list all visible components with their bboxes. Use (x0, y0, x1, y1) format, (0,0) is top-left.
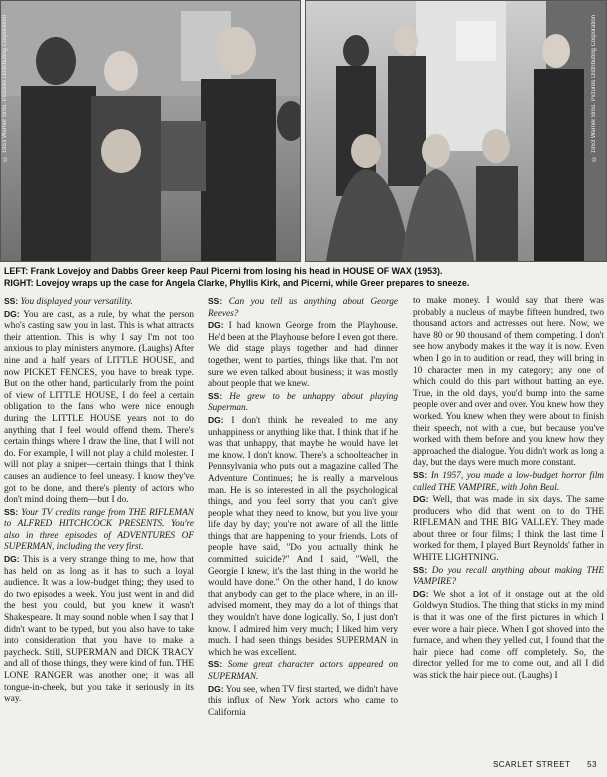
interview-question (413, 470, 604, 494)
paragraph-text: Some great character actors appeared on SUPERMAN. (208, 660, 398, 682)
magazine-name: SCARLET STREET (492, 760, 571, 769)
page-number: 53 (587, 760, 597, 769)
interview-question (208, 391, 398, 415)
speaker-label: SS: (208, 296, 223, 306)
paragraph-text: You see, when TV first started, we didn't have this influx of New York actors who came to California (208, 684, 398, 718)
article-body (4, 296, 604, 758)
paragraph-text: I don't think he revealed to me any unhappiness or anything like that. I think that if he was that unhappy, that maybe he would have let me know. I don't know. There's a schoolteacher in Pennsylvania who puts out a magazine called The Adventure Continues; he is really a marvelous man. He is so interested in all the psychological things, and you feel sorry that you can't give people what they need to know, but you live your life day by day; you're not aware of all the little things that are happening to your friends. Lots of people have said, "Do you actually think he committed suicide?" And I said, "Well, the Georgie I knew, it's the last thing in the world he would have done." On the other hand, I do know that anybody can get to the place where, in an ill-advised moment, they may do a lot of things that they wouldn't have done logically. So, I just don't know. I admired him very much; I liked him very much. I had seen things besides SUPERMAN in which he was excellent. (208, 415, 398, 658)
interview-question (413, 565, 604, 589)
paragraph-text: to make money. I would say that there was probably a nucleus of maybe fifteen hundred, two thousand actors and actresses out here. Now, we have 80 or 90 thousand of them competing. I don't see how anybody makes it the way it is now. Even when I go in to audition or read, they will bring in 10 character men in my category; any one of which could do this part without batting an eye. True, in the old days, you'd bump into the same people over and over and over. You knew how they worked. You knew when they were about to finish their speech, not with a cue, but because you've worked with them before and you knew how they approached the dialogue. You didn't work as long a day, but the days were much more constant. (413, 296, 604, 469)
speaker-label: SS: (4, 296, 19, 306)
speaker-label: SS: (4, 506, 19, 517)
speaker-label: DG: (413, 588, 429, 599)
photo-credit: © 1953 Warner Bros. Pictures Distributing Corporation (2, 15, 8, 161)
article-column-1 (4, 296, 194, 758)
photo-left-image (1, 1, 301, 262)
paragraph-text: Your TV credits range from THE RIFLEMAN to ALFRED HITCHCOCK PRESENTS. You're also in three episodes of ADVENTURES OF SUPERMAN, including the very first. (4, 507, 194, 553)
paragraph-text: Can you tell us anything about George Reeves? (208, 297, 398, 319)
paragraph-text: Well, that was made in six days. The same producers who did that went on to do THE RIFLEMAN and THE BIG VALLEY. They made about three or four films; I think the last time I worked for them, I played Burt Reynolds' father in WHITE LIGHTNING. (413, 495, 604, 564)
photo-credit: © 1953 Warner Bros. Pictures Distributing Corporation (591, 15, 597, 161)
interview-answer (208, 684, 398, 720)
photo-house-of-wax-left (0, 0, 301, 262)
speaker-label: DG: (4, 554, 20, 565)
interview-answer (413, 296, 604, 470)
interview-answer (4, 309, 194, 507)
paragraph-text: This is a very strange thing to me, how that has held on as long as it has to such a loyal audience. It was a low-budget thing; they used to do two episodes a week. You just went in and did the best you could, but you knew it wasn't Shakespeare. It may sound noble when I say that I didn't want to be typed, but you also have to take into consideration that you have to make a paycheck. Still, SUPERMAN and DICK TRACY and all of those things, they were kind of fun. THE LONE RANGER was another one; it was all tongue-in-cheek, but you take it seriously in its way. (4, 555, 194, 705)
page-footer (479, 760, 597, 769)
paragraph-text: You are cast, as a rule, by what the person who's casting saw you in last. This is what attracts their attention. This is why I say I'm not too anxious to play ministers anymore. (Laughs) After nine and a half years of LITTLE HOUSE, and now PICKET FENCES, you have to break type. But on the other hand, particularly from the point of view of LITTLE HOUSE, I do feel a certain obligation to the fans who were nice enough during the LITTLE HOUSE years not to do anything that I feel would offend them. There's certain things where I draw the line, that I will not do. For example, I will not play a child molester. I will not play a sniper—certain things that I think causes an audience to feel uneasy. I know they've got to be done, and there's plenty of actors who don't mind doing them—but I do. (4, 309, 194, 506)
interview-answer (413, 589, 604, 683)
caption-line-left: LEFT: Frank Lovejoy and Dabbs Greer keep Paul Picerni from losing his head in HOUSE OF WAX (1953). (4, 266, 443, 276)
interview-question (208, 296, 398, 320)
interview-answer (208, 415, 398, 659)
interview-question (4, 507, 194, 554)
speaker-label: SS: (208, 390, 223, 401)
paragraph-text: In 1957, you made a low-budget horror film called THE VAMPIRE, with John Beal. (413, 470, 604, 493)
interview-answer (413, 494, 604, 565)
interview-question (208, 659, 398, 683)
photo-caption (4, 266, 604, 289)
speaker-label: DG: (413, 494, 429, 505)
caption-line-right: RIGHT: Lovejoy wraps up the case for Angela Clarke, Phyllis Kirk, and Picerni, while Greer prepares to sneeze. (4, 277, 470, 288)
paragraph-text: We shot a lot of it onstage out at the old Goldwyn Studios. The thing that sticks in my mind is that it was one of the first pictures in which I ever wore a hair piece. When I got shoved into the furnace, and when they yelled cut, I found that the hair piece had come off completely. So, the director yelled for me to come out, and all I did was stick the hair piece out. (Laughs) I (413, 589, 604, 681)
paragraph-text: He grew to be unhappy about playing Superman. (208, 391, 398, 414)
interview-question (4, 296, 194, 309)
photo-right-image (306, 1, 607, 262)
speaker-label: DG: (208, 683, 224, 694)
photo-house-of-wax-right (305, 0, 607, 262)
paragraph-text: You displayed your versatility. (20, 297, 133, 307)
paragraph-text: Do you recall anything about making THE VAMPIRE? (413, 565, 604, 588)
speaker-label: SS: (413, 564, 428, 575)
speaker-label: DG: (208, 320, 224, 331)
interview-answer (4, 554, 194, 706)
paragraph-text: I had known George from the Playhouse. He'd been at the Playhouse before I even got there. We did stage plays together and had dinner together, went to parties, things like that. I'm not sure we even talked about business; it was mostly about people that we knew. (208, 321, 398, 390)
speaker-label: SS: (208, 659, 223, 670)
speaker-label: SS: (413, 469, 428, 480)
speaker-label: DG: (208, 414, 224, 425)
speaker-label: DG: (4, 308, 20, 319)
interview-answer (208, 320, 398, 391)
article-column-3 (413, 296, 604, 758)
article-column-2 (208, 296, 398, 758)
